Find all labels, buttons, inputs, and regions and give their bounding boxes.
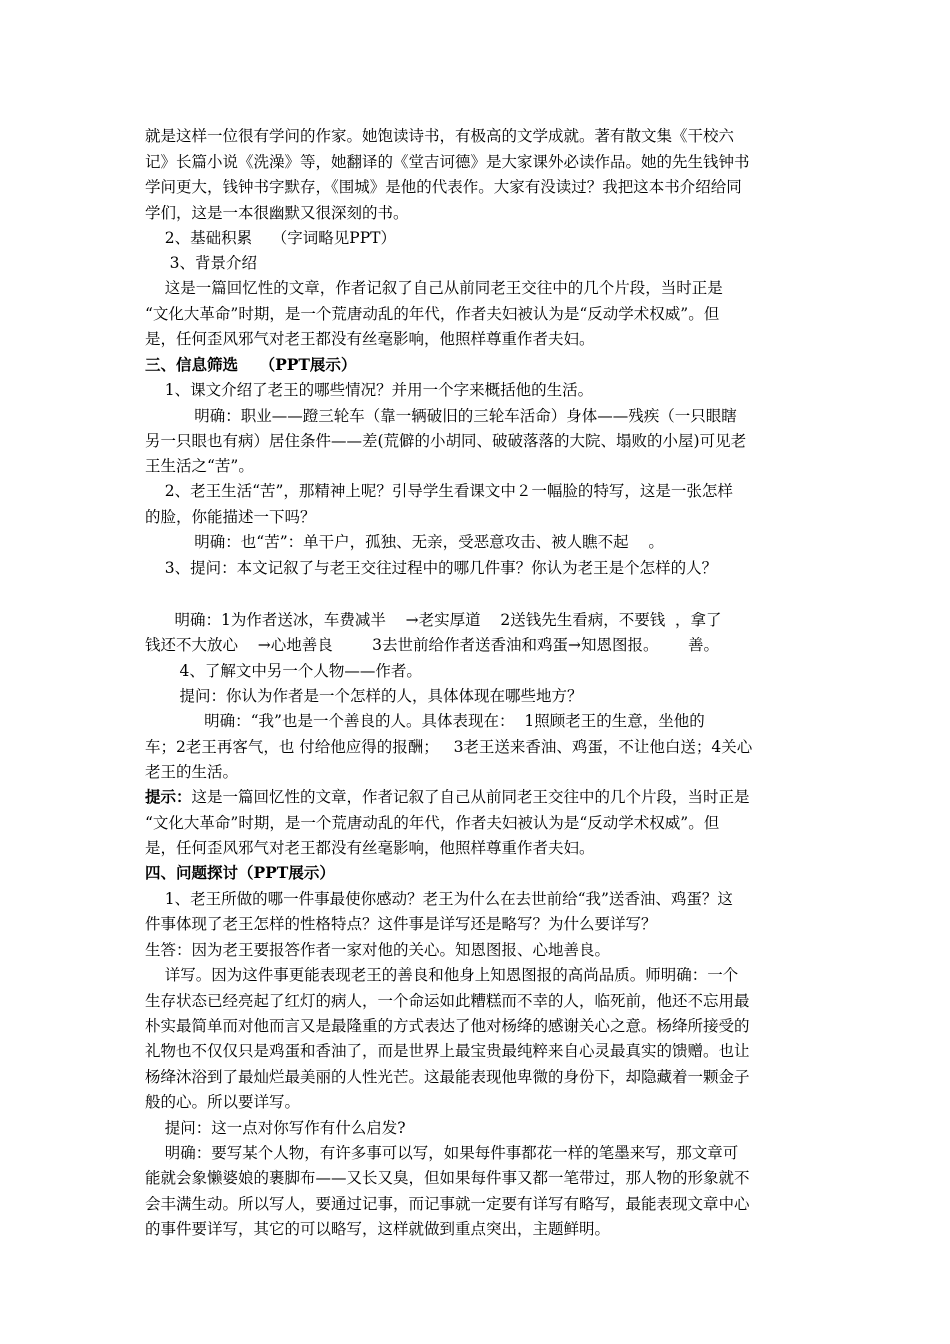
text-line: 礼物也不仅仅只是鸡蛋和香油了，而是世界上最宝贵最纯粹来自心灵最真实的馈赠。也让 (145, 1042, 750, 1060)
text-line: 详写。因为这件事更能表现老王的善良和他身上知恩图报的高尚品质。师明确：一个 (145, 966, 739, 984)
text-line: “文化大革命”时期，是一个荒唐动乱的年代，作者夫妇被认为是“反动学术权威”。但 (145, 305, 720, 323)
text-line: 是，任何歪风邪气对老王都没有丝毫影响，他照样尊重作者夫妇。 (145, 330, 595, 348)
text-line: 2、老王生活“苦”，那精神上呢？引导学生看课文中２一幅脸的特写，这是一张怎样 (145, 482, 733, 500)
text-line: 就是这样一位很有学问的作家。她饱读诗书，有极高的文学成就。著有散文集《干校六 (145, 127, 735, 145)
text-line: 的脸，你能描述一下吗？ (145, 508, 316, 526)
text-line: 3、背景介绍 (145, 254, 257, 272)
section-heading: 四、问题探讨（PPT展示） (145, 863, 335, 882)
text-line: 另一只眼也有病）居住条件——差(荒僻的小胡同、破破落落的大院、塌败的小屋)可见老 (145, 432, 747, 450)
text-line: 杨绛沐浴到了最灿烂最美丽的人性光芒。这最能表现他卑微的身份下，却隐藏着一颗金子 (145, 1068, 750, 1086)
text-line: 般的心。所以要详写。 (145, 1093, 301, 1111)
text-line: 学们，这是一本很幽默又很深刻的书。 (145, 204, 409, 222)
text-line: 的事件要详写，其它的可以略写，这样就做到重点突出，主题鲜明。 (145, 1220, 611, 1238)
text-line: 王生活之“苦”。 (145, 457, 254, 475)
text-line: 是，任何歪风邪气对老王都没有丝毫影响，他照样尊重作者夫妇。 (145, 839, 595, 857)
text-line: 1、课文介绍了老王的哪些情况？并用一个字来概括他的生活。 (145, 381, 594, 399)
text-line: 记》长篇小说《洗澡》等，她翻译的《堂吉诃德》是大家课外必读作品。她的先生钱钟书 (145, 153, 750, 171)
text-line: 车；2老王再客气，也 付给他应得的报酬； 3老王送来香油、鸡蛋，不让他白送；4关心 (145, 738, 753, 756)
text-line: 明确：也“苦”：单干户，孤独、无亲，受恶意攻击、被人瞧不起 。 (145, 533, 664, 551)
text-line: 会丰满生动。所以写人，要通过记事，而记事就一定要有详写有略写，最能表现文章中心 (145, 1195, 750, 1213)
text-line: 老王的生活。 (145, 763, 239, 781)
text-line: 明确：1为作者送冰，车费减半 →老实厚道 2送钱先生看病，不要钱 ，拿了 (145, 611, 722, 629)
text-line: “文化大革命”时期，是一个荒唐动乱的年代，作者夫妇被认为是“反动学术权威”。但 (145, 814, 720, 832)
text-line: 3、提问：本文记叙了与老王交往过程中的哪几件事？你认为老王是个怎样的人？ (145, 559, 718, 577)
section-heading: 三、信息筛选 （PPT展示） (145, 355, 357, 374)
text-line: 明确：职业——蹬三轮车（靠一辆破旧的三轮车活命）身体——残疾（一只眼瞎 (145, 407, 737, 425)
tip-label: 提示： (145, 787, 192, 806)
text-line: 学问更大，钱钟书字默存，《围城》是他的代表作。大家有没读过？我把这本书介绍给同 (145, 178, 742, 196)
text-line: 提问：这一点对你写作有什么启发? (145, 1119, 406, 1137)
text-line: 4、了解文中另一个人物——作者。 (145, 662, 422, 680)
text-line: 朴实最简单而对他而言又是最隆重的方式表达了他对杨绛的感谢关心之意。杨绛所接受的 (145, 1017, 750, 1035)
text-line: 提问：你认为作者是一个怎样的人，具体体现在哪些地方？ (145, 687, 583, 705)
text-line: 明确：要写某个人物，有许多事可以写，如果每件事都花一样的笔墨来写，那文章可 (145, 1144, 739, 1162)
tip-line (145, 787, 750, 807)
text-line: 生存状态已经亮起了红灯的病人，一个命运如此糟糕而不幸的人，临死前，他还不忘用最 (145, 992, 750, 1010)
text-line: 生答：因为老王要报答作者一家对他的关心。知恩图报、心地善良。 (145, 941, 611, 959)
text-line: 明确：“我”也是一个善良的人。具体表现在： 1照顾老王的生意，坐他的 (145, 712, 705, 730)
text-line: 2、基础积累 （字词略见PPT） (145, 229, 396, 247)
text-line: 这是一篇回忆性的文章，作者记叙了自己从前同老王交往中的几个片段，当时正是 (145, 279, 723, 297)
text-line: 能就会象懒婆娘的裹脚布——又长又臭，但如果每件事又都一笔带过，那人物的形象就不 (145, 1169, 750, 1187)
tip-text: 这是一篇回忆性的文章，作者记叙了自己从前同老王交往中的几个片段，当时正是 (191, 788, 750, 806)
text-line: 件事体现了老王怎样的性格特点？这件事是详写还是略写？为什么要详写？ (145, 915, 657, 933)
text-line: 钱还不大放心 →心地善良 3去世前给作者送香油和鸡蛋→知恩图报。 善。 (145, 636, 720, 654)
text-line: 1、老王所做的哪一件事最使你感动？老王为什么在去世前给“我”送香油、鸡蛋？这 (145, 890, 733, 908)
